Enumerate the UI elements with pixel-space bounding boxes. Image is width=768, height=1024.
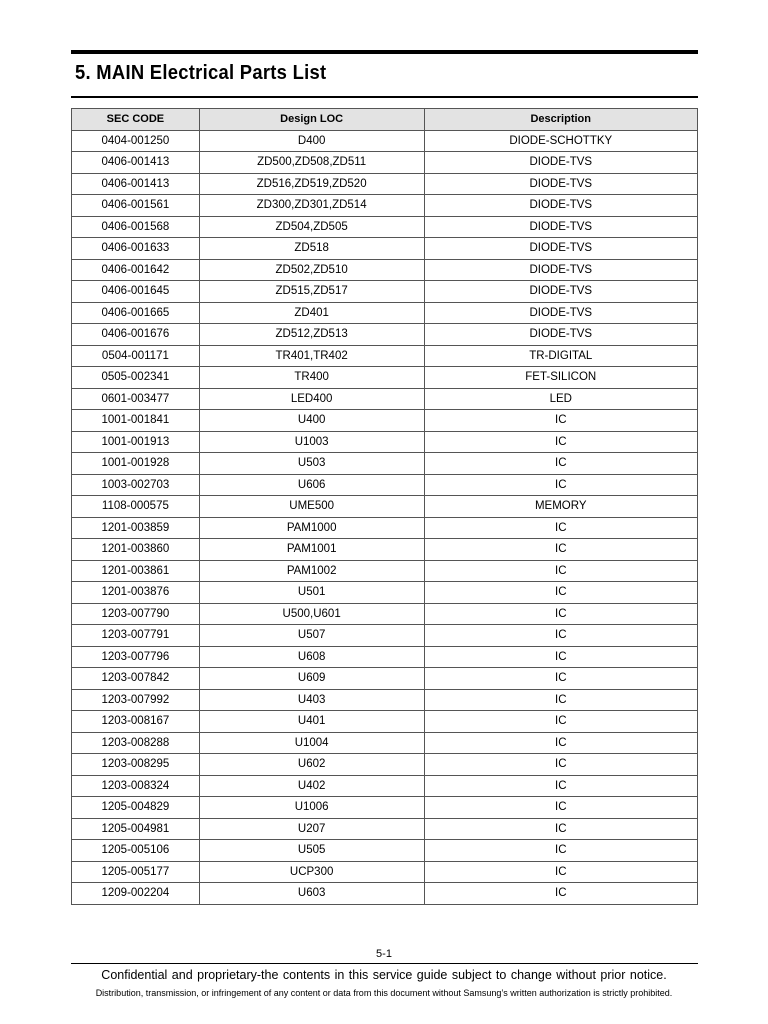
sec-code-cell: 0505-002341 bbox=[72, 367, 200, 389]
table-row bbox=[72, 367, 698, 389]
design-loc-cell: ZD504,ZD505 bbox=[199, 216, 424, 238]
description-cell: IC bbox=[424, 711, 698, 733]
sec-code-cell: 1205-004829 bbox=[72, 797, 200, 819]
table-row bbox=[72, 259, 698, 281]
design-loc-cell: U606 bbox=[199, 474, 424, 496]
sec-code-cell: 1201-003861 bbox=[72, 560, 200, 582]
table-row bbox=[72, 302, 698, 324]
sec-code-cell: 1205-005106 bbox=[72, 840, 200, 862]
design-loc-cell: UME500 bbox=[199, 496, 424, 518]
design-loc-cell: U609 bbox=[199, 668, 424, 690]
table-row bbox=[72, 173, 698, 195]
design-loc-cell: ZD512,ZD513 bbox=[199, 324, 424, 346]
design-loc-cell: U507 bbox=[199, 625, 424, 647]
table-row bbox=[72, 625, 698, 647]
design-loc-cell: U503 bbox=[199, 453, 424, 475]
sec-code-cell: 1209-002204 bbox=[72, 883, 200, 905]
sec-code-cell: 1203-007796 bbox=[72, 646, 200, 668]
design-loc-cell: U402 bbox=[199, 775, 424, 797]
design-loc-cell: PAM1000 bbox=[199, 517, 424, 539]
table-row bbox=[72, 345, 698, 367]
design-loc-cell: ZD502,ZD510 bbox=[199, 259, 424, 281]
description-cell: DIODE-TVS bbox=[424, 195, 698, 217]
page-title: 5. MAIN Electrical Parts List bbox=[75, 62, 327, 84]
sec-code-cell: 1203-008167 bbox=[72, 711, 200, 733]
design-loc-cell: U505 bbox=[199, 840, 424, 862]
table-row bbox=[72, 453, 698, 475]
design-loc-cell: U1004 bbox=[199, 732, 424, 754]
description-cell: IC bbox=[424, 517, 698, 539]
design-loc-cell: PAM1002 bbox=[199, 560, 424, 582]
sec-code-cell: 1203-007790 bbox=[72, 603, 200, 625]
description-cell: IC bbox=[424, 861, 698, 883]
design-loc-cell: ZD401 bbox=[199, 302, 424, 324]
description-cell: DIODE-TVS bbox=[424, 259, 698, 281]
table-row bbox=[72, 711, 698, 733]
design-loc-cell: U500,U601 bbox=[199, 603, 424, 625]
table-row bbox=[72, 496, 698, 518]
design-loc-cell: U401 bbox=[199, 711, 424, 733]
design-loc-cell: U501 bbox=[199, 582, 424, 604]
design-loc-cell: ZD300,ZD301,ZD514 bbox=[199, 195, 424, 217]
description-cell: DIODE-TVS bbox=[424, 216, 698, 238]
description-cell: IC bbox=[424, 474, 698, 496]
table-row bbox=[72, 754, 698, 776]
table-row bbox=[72, 883, 698, 905]
table-row bbox=[72, 388, 698, 410]
table-row bbox=[72, 668, 698, 690]
header-design-loc: Design LOC bbox=[199, 109, 424, 131]
top-rule bbox=[71, 50, 698, 54]
table-row bbox=[72, 324, 698, 346]
table-row bbox=[72, 797, 698, 819]
table-row bbox=[72, 775, 698, 797]
table-body bbox=[72, 130, 698, 904]
description-cell: DIODE-TVS bbox=[424, 281, 698, 303]
description-cell: DIODE-TVS bbox=[424, 324, 698, 346]
design-loc-cell: TR400 bbox=[199, 367, 424, 389]
sec-code-cell: 1203-007791 bbox=[72, 625, 200, 647]
description-cell: IC bbox=[424, 410, 698, 432]
description-cell: DIODE-TVS bbox=[424, 152, 698, 174]
design-loc-cell: LED400 bbox=[199, 388, 424, 410]
table-row bbox=[72, 130, 698, 152]
page-number: 5-1 bbox=[376, 948, 392, 960]
sec-code-cell: 1201-003876 bbox=[72, 582, 200, 604]
table-row bbox=[72, 539, 698, 561]
table-row bbox=[72, 560, 698, 582]
table-row bbox=[72, 603, 698, 625]
sec-code-cell: 0406-001642 bbox=[72, 259, 200, 281]
sec-code-cell: 0504-001171 bbox=[72, 345, 200, 367]
design-loc-cell: PAM1001 bbox=[199, 539, 424, 561]
description-cell: DIODE-TVS bbox=[424, 173, 698, 195]
design-loc-cell: TR401,TR402 bbox=[199, 345, 424, 367]
table-row bbox=[72, 646, 698, 668]
description-cell: IC bbox=[424, 775, 698, 797]
table-header-row bbox=[72, 109, 698, 131]
sec-code-cell: 1001-001913 bbox=[72, 431, 200, 453]
description-cell: IC bbox=[424, 603, 698, 625]
sec-code-cell: 1201-003860 bbox=[72, 539, 200, 561]
sec-code-cell: 0601-003477 bbox=[72, 388, 200, 410]
parts-table bbox=[71, 108, 698, 905]
design-loc-cell: ZD500,ZD508,ZD511 bbox=[199, 152, 424, 174]
design-loc-cell: ZD515,ZD517 bbox=[199, 281, 424, 303]
sec-code-cell: 0406-001413 bbox=[72, 152, 200, 174]
design-loc-cell: U608 bbox=[199, 646, 424, 668]
footer-confidential-notice: Confidential and proprietary-the contents in this service guide subject to change without prior notice. bbox=[101, 968, 667, 982]
sec-code-cell: 0406-001568 bbox=[72, 216, 200, 238]
description-cell: IC bbox=[424, 539, 698, 561]
sec-code-cell: 0406-001633 bbox=[72, 238, 200, 260]
design-loc-cell: UCP300 bbox=[199, 861, 424, 883]
table-row bbox=[72, 195, 698, 217]
design-loc-cell: U1006 bbox=[199, 797, 424, 819]
description-cell: IC bbox=[424, 818, 698, 840]
description-cell: MEMORY bbox=[424, 496, 698, 518]
design-loc-cell: ZD518 bbox=[199, 238, 424, 260]
sec-code-cell: 1205-004981 bbox=[72, 818, 200, 840]
description-cell: IC bbox=[424, 754, 698, 776]
sec-code-cell: 1001-001928 bbox=[72, 453, 200, 475]
description-cell: DIODE-TVS bbox=[424, 238, 698, 260]
sec-code-cell: 1201-003859 bbox=[72, 517, 200, 539]
table-row bbox=[72, 732, 698, 754]
design-loc-cell: U602 bbox=[199, 754, 424, 776]
description-cell: IC bbox=[424, 560, 698, 582]
design-loc-cell: U603 bbox=[199, 883, 424, 905]
description-cell: IC bbox=[424, 689, 698, 711]
description-cell: IC bbox=[424, 453, 698, 475]
table-row bbox=[72, 474, 698, 496]
sec-code-cell: 0406-001413 bbox=[72, 173, 200, 195]
design-loc-cell: U403 bbox=[199, 689, 424, 711]
table-row bbox=[72, 281, 698, 303]
header-sec-code: SEC CODE bbox=[72, 109, 200, 131]
sec-code-cell: 1003-002703 bbox=[72, 474, 200, 496]
description-cell: IC bbox=[424, 840, 698, 862]
description-cell: TR-DIGITAL bbox=[424, 345, 698, 367]
description-cell: IC bbox=[424, 582, 698, 604]
description-cell: IC bbox=[424, 668, 698, 690]
description-cell: IC bbox=[424, 625, 698, 647]
design-loc-cell: ZD516,ZD519,ZD520 bbox=[199, 173, 424, 195]
sec-code-cell: 1205-005177 bbox=[72, 861, 200, 883]
table-row bbox=[72, 582, 698, 604]
table-row bbox=[72, 517, 698, 539]
design-loc-cell: U1003 bbox=[199, 431, 424, 453]
title-rule bbox=[71, 96, 698, 98]
description-cell: DIODE-SCHOTTKY bbox=[424, 130, 698, 152]
description-cell: IC bbox=[424, 732, 698, 754]
table-row bbox=[72, 689, 698, 711]
table-row bbox=[72, 818, 698, 840]
sec-code-cell: 1203-008288 bbox=[72, 732, 200, 754]
sec-code-cell: 1203-007992 bbox=[72, 689, 200, 711]
table-row bbox=[72, 152, 698, 174]
table-row bbox=[72, 216, 698, 238]
table-row bbox=[72, 861, 698, 883]
description-cell: FET-SILICON bbox=[424, 367, 698, 389]
sec-code-cell: 0406-001645 bbox=[72, 281, 200, 303]
table-row bbox=[72, 840, 698, 862]
table-row bbox=[72, 410, 698, 432]
design-loc-cell: U207 bbox=[199, 818, 424, 840]
sec-code-cell: 0406-001676 bbox=[72, 324, 200, 346]
sec-code-cell: 1203-007842 bbox=[72, 668, 200, 690]
table-row bbox=[72, 431, 698, 453]
footer-distribution-notice: Distribution, transmission, or infringement of any content or data from this document without Samsung’s written authorization is strictly prohibited. bbox=[95, 988, 673, 998]
description-cell: IC bbox=[424, 883, 698, 905]
sec-code-cell: 1001-001841 bbox=[72, 410, 200, 432]
footer-rule bbox=[71, 963, 698, 964]
sec-code-cell: 0406-001561 bbox=[72, 195, 200, 217]
sec-code-cell: 1203-008324 bbox=[72, 775, 200, 797]
description-cell: IC bbox=[424, 431, 698, 453]
description-cell: IC bbox=[424, 797, 698, 819]
sec-code-cell: 1108-000575 bbox=[72, 496, 200, 518]
sec-code-cell: 0406-001665 bbox=[72, 302, 200, 324]
design-loc-cell: D400 bbox=[199, 130, 424, 152]
sec-code-cell: 1203-008295 bbox=[72, 754, 200, 776]
table-row bbox=[72, 238, 698, 260]
design-loc-cell: U400 bbox=[199, 410, 424, 432]
description-cell: IC bbox=[424, 646, 698, 668]
sec-code-cell: 0404-001250 bbox=[72, 130, 200, 152]
header-description: Description bbox=[424, 109, 698, 131]
description-cell: LED bbox=[424, 388, 698, 410]
description-cell: DIODE-TVS bbox=[424, 302, 698, 324]
